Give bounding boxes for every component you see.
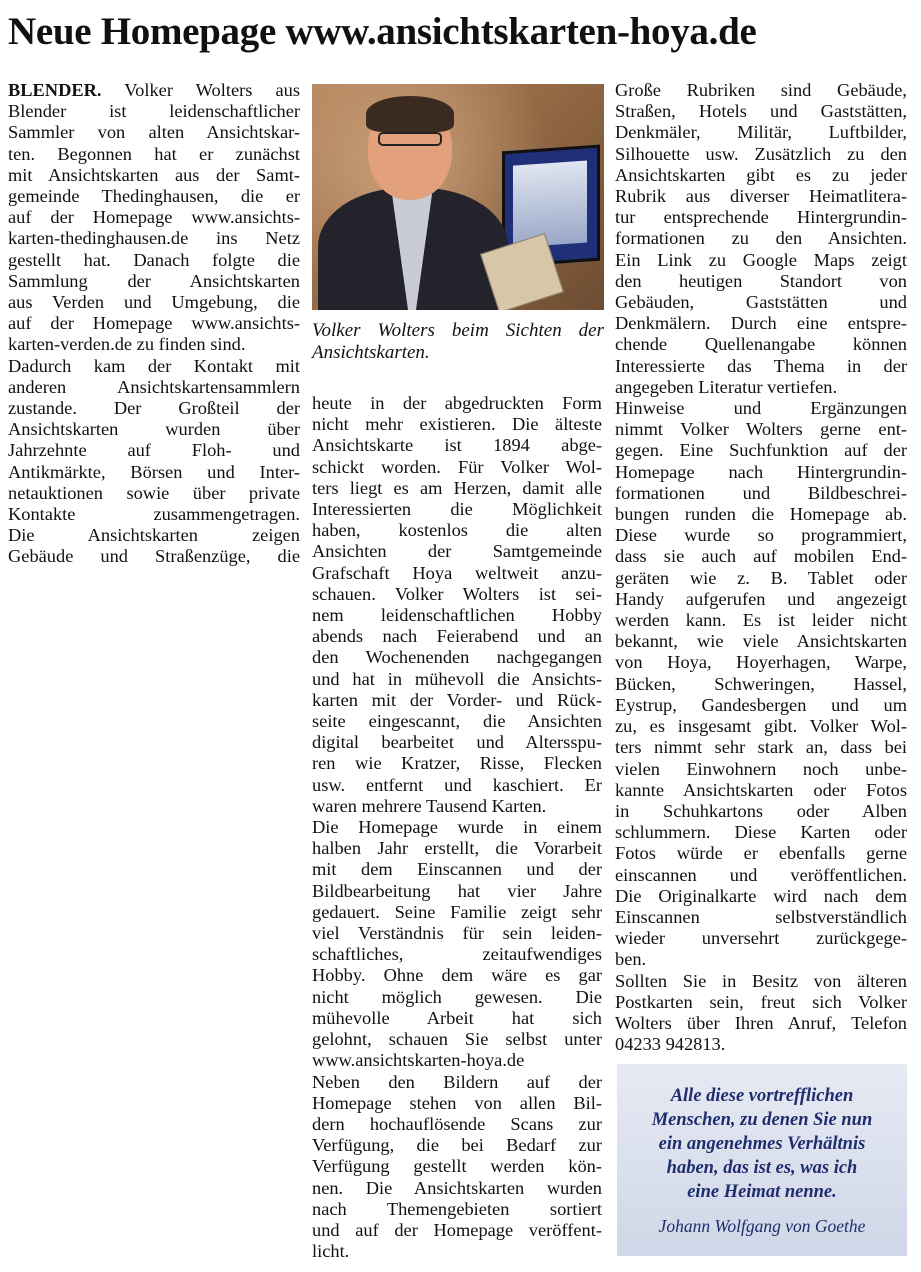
text-line: Rubrik aus diverser Heimatlitera- [615, 186, 907, 207]
text-line: Neben den Bildern auf der [312, 1071, 602, 1092]
text-line: Bildbearbeitung hat vier Jahre [312, 880, 602, 901]
text-line: halben Jahr erstellt, die Vorarbeit [312, 838, 602, 859]
dateline: BLENDER. [8, 80, 102, 100]
text-line: den Wochenenden nachgegangen [312, 647, 602, 668]
text-line: Verfügung, die bei Bedarf zur [312, 1135, 602, 1156]
text-line: Ansichtskarten wurden über [8, 419, 300, 440]
text-line: nen. Die Ansichtskarten wurden [312, 1177, 602, 1198]
text-line: Antikmärkte, Börsen und Inter- [8, 461, 300, 482]
text-line: Ein Link zu Google Maps zeigt [615, 249, 907, 270]
quote-line: ein angenehmes Verhältnis [658, 1134, 866, 1154]
text-line: schaftliches, zeitaufwendiges [312, 944, 602, 965]
text-line: Bücken, Schweringen, Hassel, [615, 673, 907, 694]
photo-caption: Volker Wolters beim Sichten der Ansichtskarten. [312, 320, 604, 363]
article-column-1 [8, 80, 300, 568]
text-line: Sollten Sie in Besitz von älteren [615, 970, 907, 991]
article-photo [312, 84, 604, 310]
text-line: Gebäude und Straßenzüge, die [8, 546, 300, 567]
text-line: Straßen, Hotels und Gaststätten, [615, 101, 907, 122]
text-line: Ansichtskarte ist 1894 abge- [312, 435, 602, 456]
text-line: bekannt, wie viele Ansichtskarten [615, 631, 907, 652]
text-line: mit dem Einscannen und der [312, 859, 602, 880]
quote-line: Menschen, zu denen Sie nun [651, 1110, 873, 1130]
text-line: Ansichtskarten gibt es zu jeder [615, 164, 907, 185]
text-line: in Schuhkartons oder Alben [615, 800, 907, 821]
text-line: haben, kostenlos die alten [312, 520, 602, 541]
quote-text [617, 1084, 907, 1204]
photo-monitor-content [513, 160, 587, 247]
text-line: Denkmäler, Militär, Luftbilder, [615, 122, 907, 143]
text-line: bungen runden die Homepage ab. [615, 504, 907, 525]
text-line: kannte Ansichtskarten oder Fotos [615, 779, 907, 800]
text-line: Hinweise und Ergänzungen [615, 398, 907, 419]
text-line: gelohnt, schauen Sie selbst unter [312, 1029, 602, 1050]
text-line: karten-thedinghausen.de ins Netz [8, 228, 300, 249]
text-line: Postkarten sein, freut sich Volker [615, 991, 907, 1012]
text-line: ten. Begonnen hat er zunächst [8, 143, 300, 164]
photo-person-glasses [378, 132, 442, 146]
text-line: tur entsprechende Hintergrundin- [615, 207, 907, 228]
text-line: und hat in mühevoll die Ansichts- [312, 668, 602, 689]
text-line: Gebäuden, Gaststätten und [615, 292, 907, 313]
text-line: Sammlung der Ansichtskarten [8, 270, 300, 291]
text-line: einscannen und veröffentlichen. [615, 864, 907, 885]
text-line: abends nach Feierabend und an [312, 626, 602, 647]
text-line: karten mit der Vorder- und Rück- [312, 689, 602, 710]
text-line: Einscannen selbstverständlich [615, 906, 907, 927]
text-line: Jahrzehnte auf Floh- und [8, 440, 300, 461]
text-line: Homepage nach Hintergrundin- [615, 461, 907, 482]
text-line: Große Rubriken sind Gebäude, [615, 80, 907, 100]
text-line: mühevolle Arbeit hat sich [312, 1007, 602, 1028]
goethe-quote-box [617, 1064, 907, 1256]
text-line: und auf der Homepage veröffent- [312, 1219, 602, 1240]
text-line: gegen. Eine Suchfunktion auf der [615, 440, 907, 461]
quote-line: Alle diese vortrefflichen [670, 1086, 854, 1106]
text-line: geräten wie z. B. Tablet oder [615, 567, 907, 588]
text-line: Denkmälern. Durch eine entspre- [615, 313, 907, 334]
text-line: formationen zu den Ansichten. [615, 228, 907, 249]
text-line: zu, es insgesamt gibt. Volker Wol- [615, 716, 907, 737]
text-line: schickt worden. Für Volker Wol- [312, 456, 602, 477]
text-line: Grafschaft Hoya weltweit anzu- [312, 562, 602, 583]
article-column-2 [312, 393, 602, 1262]
text-line: viel Verständnis für sein leiden- [312, 923, 602, 944]
text-line: Sammler von alten Ansichtskar- [8, 122, 300, 143]
quote-author: Johann Wolfgang von Goethe [658, 1216, 866, 1236]
text-line: Wolters über Ihren Anruf, Telefon [615, 1012, 907, 1033]
text-line: Eystrup, Gandesbergen und um [615, 694, 907, 715]
text-line: Homepage stehen von allen Bil- [312, 1092, 602, 1113]
text-line: nach Themengebieten sortiert [312, 1198, 602, 1219]
text-line: nicht möglich gewesen. Die [312, 986, 602, 1007]
quote-line: eine Heimat nenne. [687, 1182, 837, 1202]
text-line: vielen Einwohnern noch unbe- [615, 758, 907, 779]
text-line: dern hochauflösende Scans zur [312, 1113, 602, 1134]
text-fragment: Volker Wolters aus [101, 80, 300, 100]
text-line: ben. [615, 949, 647, 970]
text-line: Kontakte zusammengetragen. [8, 504, 300, 525]
text-line: chende Quellenangabe können [615, 334, 907, 355]
text-line: schlummern. Diese Karten oder [615, 822, 907, 843]
text-line: karten-verden.de zu finden sind. [8, 334, 246, 355]
text-line: mit Ansichtskarten aus der Samt- [8, 164, 300, 185]
photo-person-hair [366, 96, 454, 132]
article-column-3 [615, 80, 907, 1055]
text-line: Silhouette usw. Zusätzlich zu den [615, 143, 907, 164]
text-line: Verfügung gestellt werden kön- [312, 1156, 602, 1177]
text-line: schauen. Volker Wolters ist sei- [312, 583, 602, 604]
text-line: ters nimmt sehr stark an, dass bei [615, 737, 907, 758]
text-line: Die Homepage wurde in einem [312, 817, 602, 838]
text-line: auf der Homepage www.ansichts- [8, 313, 300, 334]
text-line: Interessierten die Möglichkeit [312, 499, 602, 520]
text-line: zustande. Der Großteil der [8, 398, 300, 419]
text-line: nimmt Volker Wolters gerne ent- [615, 419, 907, 440]
text-line: auf der Homepage www.ansichts- [8, 207, 300, 228]
text-line: Die Ansichtskarten zeigen [8, 525, 300, 546]
text-line: 04233 942813. [615, 1034, 726, 1055]
text-line: Blender ist leidenschaftlicher [8, 101, 300, 122]
text-line: dass sie auch auf mobilen End- [615, 546, 907, 567]
text-line: www.ansichtskarten-hoya.de [312, 1050, 525, 1071]
text-line: Handy aufgerufen und angezeigt [615, 588, 907, 609]
text-line: gemeinde Thedinghausen, die er [8, 186, 300, 207]
text-line: anderen Ansichtskartensammlern [8, 376, 300, 397]
text-line: Dadurch kam der Kontakt mit [8, 355, 300, 376]
text-line: Diese wurde so programmiert, [615, 525, 907, 546]
quote-line: haben, das ist es, was ich [666, 1158, 858, 1178]
text-line: ren wie Kratzer, Risse, Flecken [312, 753, 602, 774]
text-line: usw. entfernt und kaschiert. Er [312, 774, 602, 795]
text-line: nicht mehr existieren. Die älteste [312, 414, 602, 435]
text-line: den heutigen Standort von [615, 270, 907, 291]
text-line: von Hoya, Hoyerhagen, Warpe, [615, 652, 907, 673]
text-line: wieder unversehrt zurückgege- [615, 928, 907, 949]
text-line: angegeben Literatur vertiefen. [615, 376, 838, 397]
text-line: werden kann. Es ist leider nicht [615, 610, 907, 631]
text-line: nem leidenschaftlichen Hobby [312, 605, 602, 626]
text-line: Fotos würde er ebenfalls gerne [615, 843, 907, 864]
text-line: ters liegt es am Herzen, damit alle [312, 477, 602, 498]
text-line: gedauert. Seine Familie zeigt sehr [312, 901, 602, 922]
text-line [8, 80, 300, 101]
text-line: waren mehrere Tausend Karten. [312, 795, 547, 816]
headline: Neue Homepage www.ansichtskarten-hoya.de [8, 10, 757, 53]
text-line: Hobby. Ohne dem wäre es gar [312, 965, 602, 986]
text-line: digital bearbeitet und Altersspu- [312, 732, 602, 753]
text-line: heute in der abgedruckten Form [312, 393, 602, 413]
text-line: Interessierte das Thema in der [615, 355, 907, 376]
text-line: seite eingescannt, die Ansichten [312, 711, 602, 732]
text-line: licht. [312, 1241, 350, 1262]
text-line: gestellt hat. Danach folgte die [8, 249, 300, 270]
text-line: formationen und Bildbeschrei- [615, 482, 907, 503]
text-line: Die Originalkarte wird nach dem [615, 885, 907, 906]
text-line: Ansichten der Samtgemeinde [312, 541, 602, 562]
text-line: aus Verden und Umgebung, die [8, 292, 300, 313]
text-line: netauktionen sowie über private [8, 482, 300, 503]
